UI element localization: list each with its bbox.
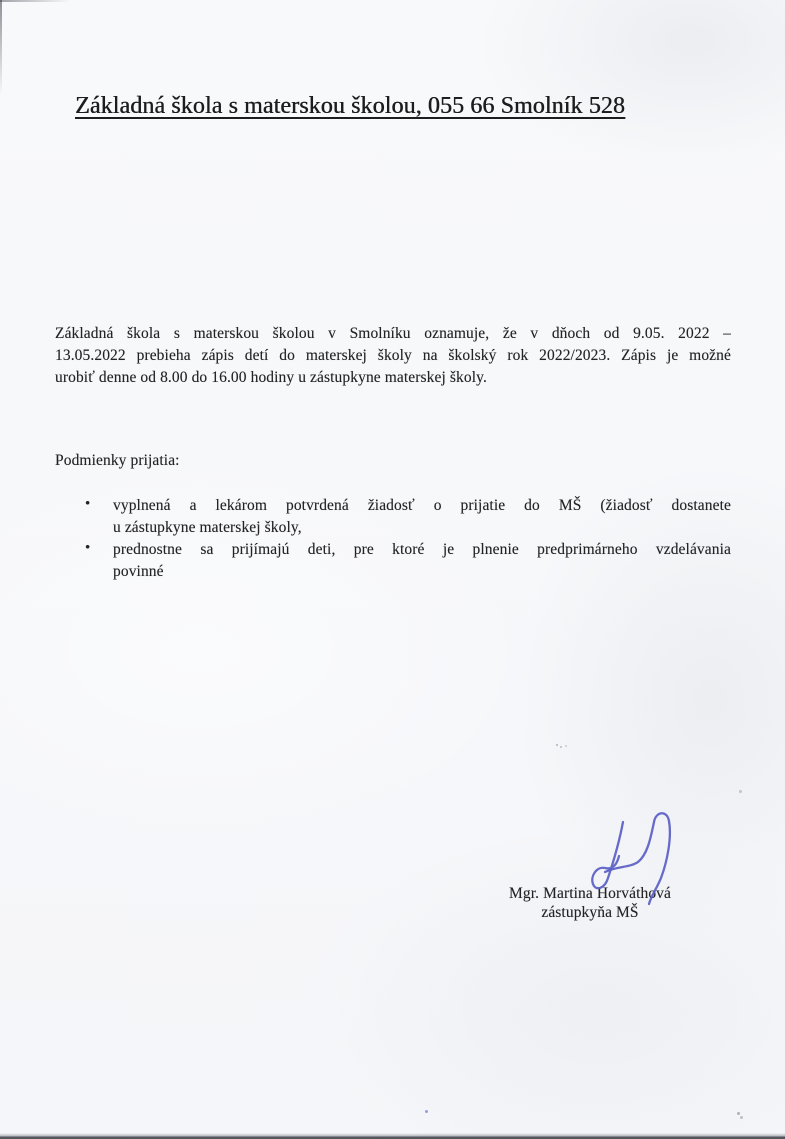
intro-line: 13.05.2022 prebieha zápis detí do materskej školy na školský rok 2022/2023. Zápis je možné xyxy=(55,346,731,364)
list-item xyxy=(55,539,731,582)
scan-edge-shadow-bottom xyxy=(0,1133,785,1139)
handwritten-signature-icon xyxy=(555,808,695,908)
scan-speck xyxy=(737,1112,740,1115)
list-item xyxy=(55,495,731,538)
conditions-list xyxy=(55,495,731,582)
condition-line: u zástupkyne materskej školy, xyxy=(113,518,302,536)
bullet-icon: • xyxy=(85,540,91,557)
scan-edge-shadow-left xyxy=(0,0,2,95)
signatory-role: zástupkyňa MŠ xyxy=(541,903,639,921)
intro-line: Základná škola s materskou školou v Smolníku oznamuje, že v dňoch od 9.05. 2022 – xyxy=(55,325,731,342)
document-title: Základná škola s materskou školou, 055 66 Smolník 528 xyxy=(75,93,625,119)
scan-edge-shadow-top xyxy=(0,0,70,2)
bullet-icon: • xyxy=(85,496,91,512)
condition-line: prednostne sa prijímajú deti, pre ktoré je plnenie predprimárneho vzdelávania xyxy=(113,541,731,559)
conditions-heading: Podmienky prijatia: xyxy=(55,452,180,469)
scan-speck xyxy=(425,1110,428,1113)
signatory-name: Mgr. Martina Horváthová xyxy=(509,885,671,902)
condition-line: vyplnená a lekárom potvrdená žiadosť o prijatie do MŠ (žiadosť dostanete xyxy=(113,497,731,514)
scan-speck xyxy=(739,790,742,793)
scan-speck xyxy=(556,744,558,746)
condition-line: povinné xyxy=(113,562,164,580)
intro-line: urobiť denne od 8.00 do 16.00 hodiny u zástupkyne materskej školy. xyxy=(55,368,487,386)
signature-stroke xyxy=(592,822,623,888)
intro-paragraph xyxy=(55,323,731,388)
